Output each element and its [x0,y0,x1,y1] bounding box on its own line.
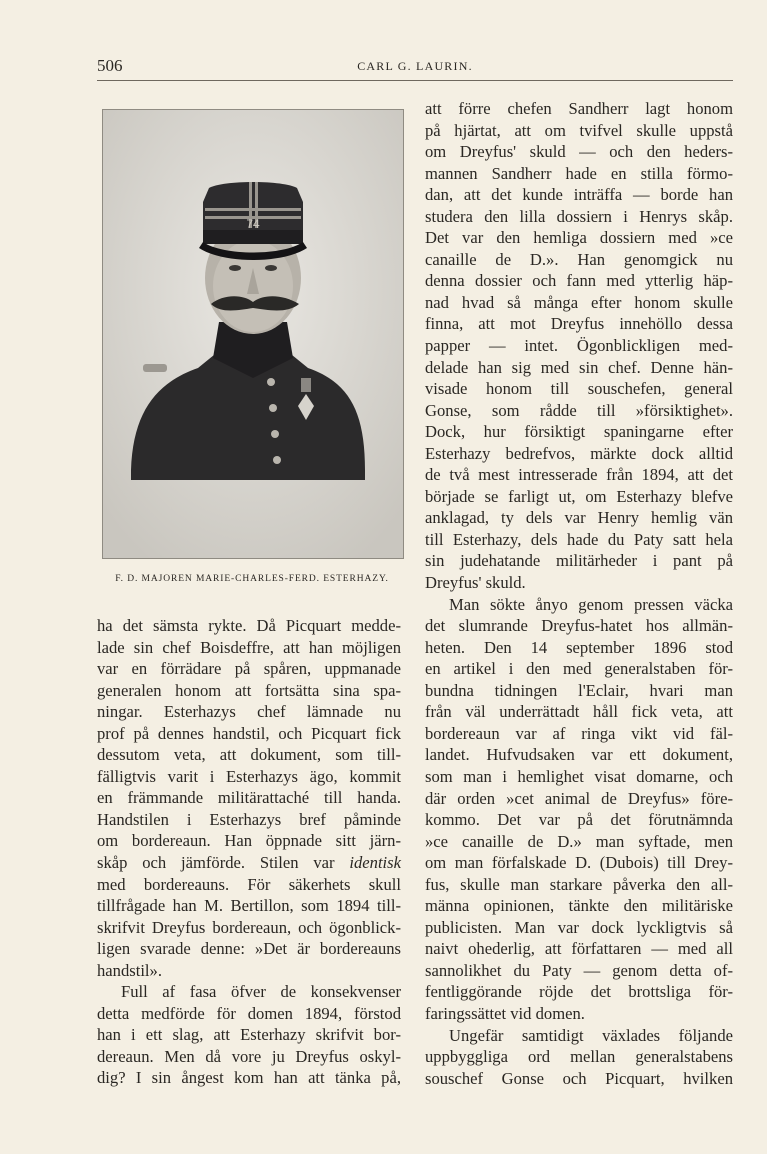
text-line: dereaun. Men då vore ju Dreyfus oskyl- [97,1046,401,1066]
text-line: han i ett slag, att Esterhazy skrifvit bor- [97,1025,401,1045]
text-line: Esterhazy bedrefvos, märkte dock alltid [425,443,733,463]
text-line: delade han sig med sin chef. Denne hän- [425,357,733,377]
text-line: anklagad, ty dels var Henry hemlig vän [425,508,733,528]
text-line: Gonse, som rådde till »försiktighet». [425,400,733,420]
text-line: en artikel i den med generalstaben för- [425,659,733,679]
text-line: på hjärtat, att om tvifvel skulle uppstå [425,120,733,140]
text-line: studera den lilla dossiern i Henrys skåp. [425,206,733,226]
text-line: generalen honom att fortsätta sina spa- [97,680,401,700]
text-line: bordereaun var af ringa vikt vid fäl- [425,723,733,743]
text-line: med bordereauns. För säkerhets skull [97,874,401,894]
text-line: mannen Sandherr hade en stilla förmo- [425,163,733,183]
running-title: CARL G. LAURIN. [357,59,473,73]
text-line-with-italic [97,852,401,874]
text-line: började se farligt ut, om Esterhazy blefve [425,486,733,506]
figure-caption: F. D. MAJOREN MARIE-CHARLES-FERD. ESTERHAZY. [115,574,389,584]
text-line: om bordereaun. Han öppnade sitt järn- [97,831,401,851]
text-line: om Dreyfus' skuld — och den heders- [425,142,733,162]
text-line: souschef Gonse och Picquart, hvilken [425,1068,733,1088]
text-line: Dreyfus' skuld. [425,573,526,593]
text-line: dan, att det kunde inträffa — borde han [425,185,733,205]
text-line: tillfrågade han M. Bertillon, som 1894 till- [97,896,401,916]
italic-word: identisk [349,853,401,873]
text-line: visade honom till souschefen, general [425,379,733,399]
text-line: prof på dennes handstil, och Picquart fick [97,723,401,743]
text-line: att förre chefen Sandherr lagt honom [425,99,733,118]
text-line: de två mest intresserade från 1894, att det [425,465,733,485]
portrait-photo [102,109,404,559]
text-line: från väl underrättadt håll fick veta, att [425,702,733,722]
text-line: männa opinionen, tänkte den militäriske [425,896,733,916]
text-line: Det var den hemliga dossiern med »ce [425,228,733,248]
kepi-number: 74 [246,217,260,231]
text-line: Full af fasa öfver de konsekvenser [121,982,401,1002]
text-line: nad hvad så många efter honom skulle [425,292,733,312]
text-line: fälligtvis varit i Esterhazys ägo, kommit [97,766,401,786]
text-line: fentliggörande röjde det brottsliga för- [425,982,733,1002]
text-line: publicisten. Man var dock lyckligtvis så [425,917,733,937]
text-line: ningar. Esterhazys chef lämnade nu [97,702,401,722]
text-line: skrifvit Dreyfus bordereaun, och ögonblick- [97,917,401,937]
text-line: uppbyggliga ord mellan generalstabens [425,1047,733,1067]
text-line: sin judehatande militärheder i pant på [425,551,733,571]
text-line: fus, skulle man starkare påverka den all- [425,874,733,894]
text-line: faringssättet vid domen. [425,1003,585,1023]
text-line: var en förrädare på spåren, uppmanade [97,659,401,679]
text-line: där orden »cet animal de Dreyfus» före- [425,788,733,808]
text-line: lade sin chef Boisdeffre, att han möjligen [97,637,401,657]
text-line: Handstilen i Esterhazys bref påminde [97,809,401,829]
left-column [97,615,401,1089]
text-line: heten. Den 14 september 1896 stod [425,637,733,657]
page-number: 506 [97,56,123,75]
text-line: papper — intet. Ögonblickligen med- [425,336,733,356]
text-line: landet. Hufvudsaken var ett dokument, [425,745,733,765]
text-line: handstil». [97,960,162,980]
text-line: Ungefär samtidigt växlades följande [449,1025,733,1045]
text-line: canaille de D.». Han genomgick nu [425,249,733,269]
right-column [425,98,733,1089]
text-line: till Esterhazy, dels hade du Paty satt hela [425,529,733,549]
text-line: ligen svarade denne: »Det är bordereauns [97,939,401,959]
text-line: detta medförde för domen 1894, förstod [97,1003,401,1023]
text-line: det slumrande Dreyfus-hatet hos allmän- [425,616,733,636]
running-header [97,56,733,81]
text-line: Man sökte ånyo genom pressen väcka [449,594,733,614]
text-line: bundna tidningen l'Eclair, hvari man [425,680,733,700]
text-line: denna dossier och fann med ytterlig häp- [425,271,733,291]
text-line: naivt ohederlig, att författaren — med all [425,939,733,959]
text-line: kommo. Det var på det förutnämnda [425,810,733,830]
text-line: sannolikhet du Paty — genom detta of- [425,960,733,980]
text-line: dig? I sin ångest kom han att tänka på, [97,1068,401,1088]
text-line: om man förfalskade D. (Dubois) till Drey- [425,853,733,873]
text-line: en främmande militärattaché till handa. [97,788,401,808]
text-line: »ce canaille de D.» man syftade, men [425,831,733,851]
text-line: som man i hemlighet visat domarne, och [425,766,733,786]
text-line: finna, att mot Dreyfus innehöllo dessa [425,314,733,334]
text-line: ha det sämsta rykte. Då Picquart medde- [97,616,401,635]
portrait-illustration [103,110,403,558]
text-line: dessutom veta, att dokument, som till- [97,745,401,765]
text-line: Dock, hur försiktigt spaningarne efter [425,422,733,442]
text-line: skåp och jämförde. Stilen var [97,853,335,873]
